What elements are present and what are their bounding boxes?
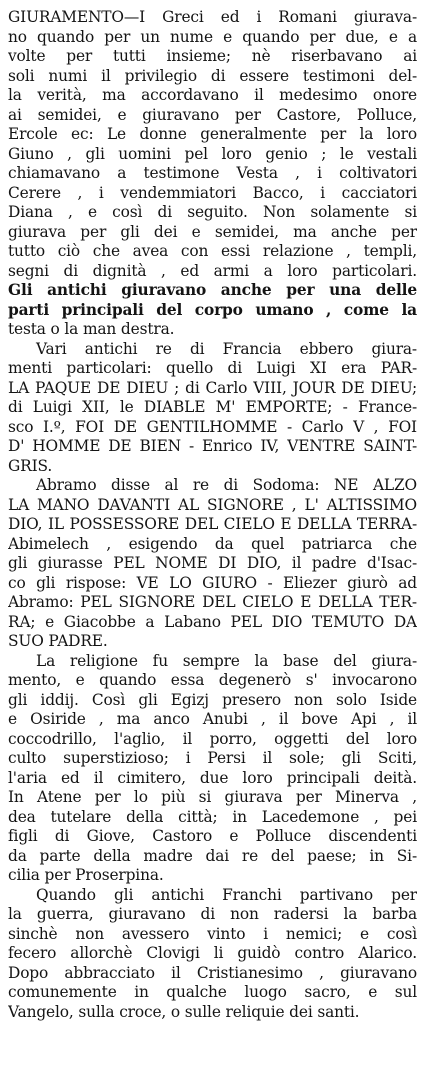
text-line: parti principali del corpo umano , come la	[8, 300, 417, 319]
text-line: figli di Giove, Castoro e Polluce discendenti	[8, 827, 417, 845]
paragraph	[8, 476, 417, 652]
text-line: tutto ciò che avea con essi relazione , templi,	[8, 242, 417, 260]
text-line: Quando gli antichi Franchi partivano per	[36, 885, 417, 904]
text-line: volte per tutti insieme; nè riserbavano ai	[8, 47, 417, 65]
text-line: testa o la man destra.	[8, 320, 175, 338]
text-line: Vari antichi re di Francia ebbero giura-	[36, 339, 417, 358]
text-line: RA; e Giacobbe a Labano PEL DIO TEMUTO DA	[8, 612, 417, 631]
text-line: SUO PADRE.	[8, 632, 108, 650]
text-line: Dopo abbracciato il Cristianesimo , giuravano	[8, 963, 417, 982]
text-line: fecero allorchè Clovigi li guidò contro Alarico.	[8, 944, 417, 962]
text-line: comunemente in qualche luogo sacro, e sul	[8, 983, 417, 1001]
text-line: sinchè non avessero vinto i nemici; e così	[8, 924, 417, 943]
paragraph	[8, 8, 417, 340]
text-line: segni di dignità , ed armi a loro particolari.	[8, 261, 417, 280]
text-line: giurava per gli dei e semidei, ma anche per	[8, 222, 417, 241]
text-line: Abramo: PEL SIGNORE DEL CIELO E DELLA TER-	[8, 593, 417, 611]
text-line: gli iddij. Così gli Egizj presero non solo Iside	[8, 690, 417, 709]
text-line: co gli rispose: VE LO GIURO - Eliezer giurò ad	[8, 573, 417, 592]
text-line: Giuno , gli uomini pel loro genio ; le vestali	[8, 144, 417, 163]
text-line: culto superstizioso; i Persi il sole; gli Sciti,	[8, 749, 417, 767]
paragraph	[8, 340, 417, 477]
text-line: chiamavano a testimone Vesta , i coltivatori	[8, 164, 417, 182]
text-line: GRIS.	[8, 456, 53, 475]
text-line: sco I.º, FOI DE GENTILHOMME - Carlo V , FOI	[8, 417, 417, 436]
text-line: D' HOMME DE BIEN - Enrico IV, VENTRE SAINT-	[8, 437, 417, 455]
text-line: La religione fu sempre la base del giura-	[36, 651, 417, 670]
text-line: Gli antichi giuravano anche per una delle	[8, 281, 417, 299]
text-line: ai semidei, e giuravano per Castore, Polluce,	[8, 105, 417, 124]
text-line: no quando per un nume e quando per due, e a	[8, 27, 417, 46]
text-line: Ercole ec: Le donne generalmente per la loro	[8, 125, 417, 143]
text-line: da parte della madre dai re del paese; in Si-	[8, 846, 417, 865]
text-line: la guerra, giuravano di non radersi la barba	[8, 905, 417, 923]
text-line: Abimelech , esigendo da quel patriarca che	[8, 534, 417, 553]
text-line: cilia per Proserpina.	[8, 866, 164, 884]
text-line: Diana , e così di seguito. Non solamente si	[8, 203, 417, 221]
text-line: coccodrillo, l'aglio, il porro, oggetti del loro	[8, 729, 417, 748]
text-line: Abramo disse al re di Sodoma: NE ALZO	[36, 476, 417, 494]
text-line: mento, e quando essa degenerò s' invocarono	[8, 671, 417, 689]
text-line: soli numi il privilegio di essere testimoni del-	[8, 66, 417, 85]
text-line: menti particolari: quello di Luigi XI era PAR-	[8, 359, 417, 377]
text-line: LA MANO DAVANTI AL SIGNORE , L' ALTISSIMO	[8, 495, 417, 514]
text-line: la verità, ma accordavano il medesimo onore	[8, 86, 417, 104]
paragraph	[8, 652, 417, 886]
text-line: GIURAMENTO—I Greci ed i Romani giurava-	[8, 8, 417, 26]
text-line: di Luigi XII, le DIABLE M' EMPORTE; - France-	[8, 398, 417, 416]
text-line: gli giurasse PEL NOME DI DIO, il padre d'Isac-	[8, 554, 417, 572]
text-line: In Atene per lo più si giurava per Minerva ,	[8, 788, 417, 806]
text-line: Vangelo, sulla croce, o sulle reliquie dei santi.	[8, 1002, 360, 1021]
text-line: dea tutelare della città; in Lacedemone , pei	[8, 807, 417, 826]
text-line: DIO, IL POSSESSORE DEL CIELO E DELLA TERRA-	[8, 515, 417, 533]
paragraph	[8, 886, 417, 1023]
text-line: e Osiride , ma anco Anubi , il bove Api , il	[8, 710, 417, 728]
text-line: l'aria ed il cimitero, due loro principali deità.	[8, 768, 417, 787]
text-line: LA PAQUE DE DIEU ; di Carlo VIII, JOUR DE DIEU;	[8, 378, 417, 397]
text-line: Cerere , i vendemmiatori Bacco, i cacciatori	[8, 183, 417, 202]
